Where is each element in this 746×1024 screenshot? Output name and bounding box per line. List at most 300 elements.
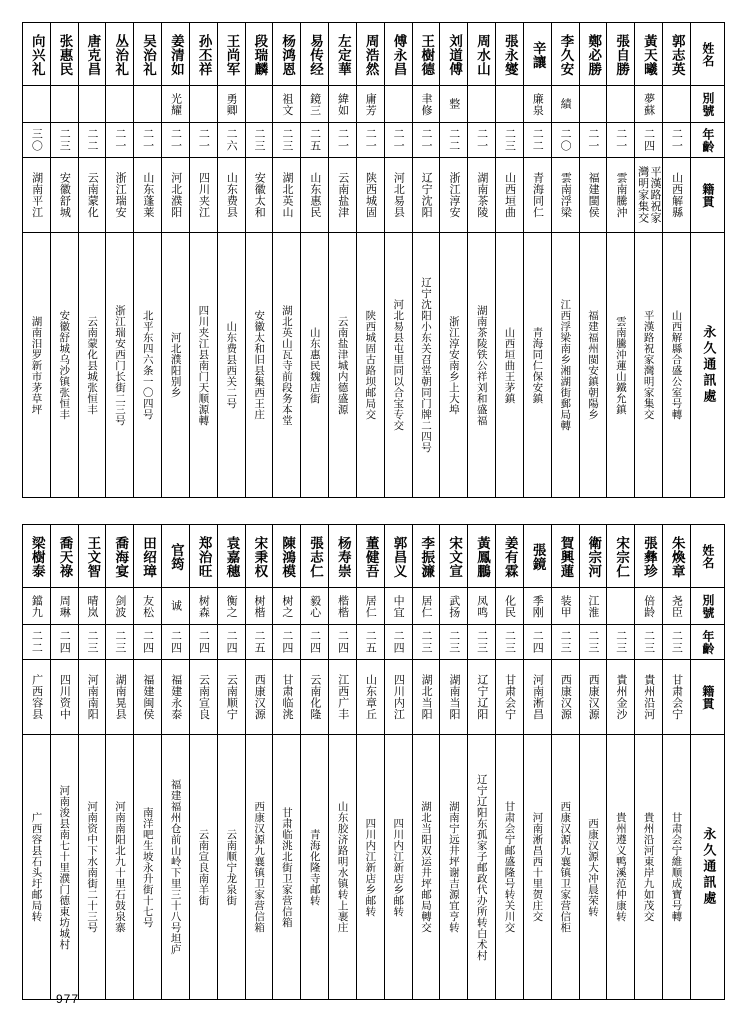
header-label-alias-text: 別號 [700,593,715,619]
header-label-name [690,525,724,588]
entry-alias [384,588,412,625]
entry-alias [273,588,301,625]
entry-name [273,23,301,86]
header-label-name-text: 姓名 [700,41,715,67]
entry-alias-text: 季刚 [531,594,545,618]
entry-address [579,233,607,498]
entry-address-text: 河北濮阳别乡 [169,332,182,398]
entry-alias-text: 聿修 [419,92,433,116]
entry-name [551,23,579,86]
entry-origin [106,660,134,735]
entry-alias-text: 勇卿 [225,92,239,116]
entry-name-text: 王尚军 [223,34,240,76]
entry-alias [50,588,78,625]
entry-age [384,123,412,158]
header-label-origin-text: 籍貫 [700,684,715,710]
entry-origin [523,158,551,233]
entry-origin [551,158,579,233]
entry-name-text: 张惠民 [56,34,73,76]
entry-address [579,735,607,1000]
row-alias [23,86,725,123]
entry-origin-text: 甘肃会宁 [503,674,517,720]
entry-address [245,233,273,498]
entry-address-text: 雲南騰沖蓮山鐵允鎮 [614,315,627,415]
header-label-origin [690,158,724,233]
entry-name-text: 宋秉权 [251,536,268,578]
entry-origin-text: 湖南当阳 [448,674,461,720]
entry-origin-text: 河南淅昌 [531,674,545,720]
entry-address-text: 云南蒙化县城张恒丰 [86,315,99,415]
entry-address-text: 辽宁辽阳东孤家子邮政代办所转白术村 [475,773,488,961]
entry-address-text: 湖南宁远井坪谢吉源宜亨转 [447,801,460,933]
entry-address-text: 湖北当阳双运井坪邮局轉交 [420,801,433,933]
entry-address-text: 平漢路祝家灣明家集交 [642,310,655,420]
entry-age-text: 二三 [614,630,628,654]
entry-age-text: 二四 [280,630,294,654]
entry-alias [496,588,524,625]
entry-age [217,625,245,660]
entry-address [162,233,190,498]
entry-address-text: 西康汉源九襄镇卫家营信箱 [253,801,266,933]
entry-alias [579,86,607,123]
entry-alias-text: 武扬 [447,594,461,618]
entry-alias [607,86,635,123]
entry-name [663,23,691,86]
entry-name-text: 向兴礼 [28,34,45,76]
header-label-name-text: 姓名 [700,543,715,569]
entry-alias-text: 凤鸣 [475,594,489,618]
entry-age [245,123,273,158]
entry-name [78,23,106,86]
entry-address-text: 青海化隆寺邮转 [308,828,321,906]
entry-age [162,625,190,660]
entry-age [412,123,440,158]
entry-origin [579,660,607,735]
entry-age-text: 二三 [419,630,433,654]
row-origin [23,660,725,735]
entry-address-text: 安徽太和旧县集西王庄 [253,310,266,420]
entry-alias [356,588,384,625]
entry-address-text: 云南宣良南羊街 [197,828,210,906]
entry-age-text: 二一 [614,128,628,152]
entry-age [356,625,384,660]
entry-address-text: 山东胶济路明水镇转上裹庄 [336,801,349,933]
entry-address [384,233,412,498]
entry-origin-text: 浙江淳安 [448,172,461,218]
entry-alias-text: 績 [559,98,573,110]
entry-alias [607,588,635,625]
entry-address [23,233,51,498]
entry-alias-text: 剑波 [113,594,127,618]
entry-origin [301,158,329,233]
entry-origin-text: 辽宁辽阳 [475,674,489,720]
entry-age [356,123,384,158]
entry-age [245,625,273,660]
entry-name [78,525,106,588]
entry-alias [412,588,440,625]
entry-name [162,23,190,86]
entry-address [663,233,691,498]
entry-age [189,625,217,660]
entry-alias [189,588,217,625]
entry-name-text: 郑治旺 [195,536,212,578]
entry-alias-text: 诚 [169,600,183,612]
entry-address-text: 甘肃临洮北街卫家营信箱 [280,806,293,928]
entry-alias [50,86,78,123]
header-label-alias-text: 別號 [700,91,715,117]
entry-alias-text: 緯如 [336,92,350,116]
entry-address [635,735,663,1000]
entry-origin [663,660,691,735]
entry-age-text: 二二 [447,128,461,152]
entry-age-text: 二四 [225,630,239,654]
entry-age-text: 二三 [252,128,266,152]
entry-age-text: 二四 [141,630,155,654]
entry-origin [329,660,357,735]
entry-name-text: 喬海宴 [112,536,129,578]
entry-origin-text: 甘肃临洮 [281,674,295,720]
entry-name [635,23,663,86]
entry-age-text: 二三 [475,630,489,654]
entry-origin-text: 湖南晃县 [114,674,128,720]
entry-origin-text: 福建閩侯 [587,172,601,218]
entry-name-text: 段瑞麟 [251,34,268,76]
header-label-alias [690,588,724,625]
entry-alias-text: 鐺九 [30,594,44,618]
header-label-address-text: 永久通訊處 [700,325,716,405]
entry-origin-text: 福建闽侯 [141,674,155,720]
entry-address [635,233,663,498]
entry-address [134,233,162,498]
entry-age [23,625,51,660]
entry-alias [468,588,496,625]
entry-origin-text: 河南南阳 [86,674,100,720]
entry-origin-text: 湖北当阳 [420,674,434,720]
entry-age-text: 二一 [141,128,155,152]
entry-origin-text: 辽宁沈阳 [420,172,434,218]
entry-age-text: 二一 [586,128,600,152]
entry-age-text: 二三 [670,630,684,654]
entry-origin [329,158,357,233]
entry-origin-text: 云南顺宁 [225,674,239,720]
entry-alias-text: 晴岚 [86,594,100,618]
entry-alias [329,86,357,123]
entry-alias [106,588,134,625]
entry-age [189,123,217,158]
entry-name [607,525,635,588]
entry-address [356,735,384,1000]
entry-address [106,233,134,498]
entry-age-text: 二五 [252,630,266,654]
entry-alias-text: 整 [447,98,461,110]
entry-origin [23,660,51,735]
entry-address-text: 河南淅昌西十里贺庄交 [531,812,544,922]
entry-name-text: 吴治礼 [140,34,157,76]
entry-age-text: 二〇 [559,128,573,152]
entry-age [134,123,162,158]
entry-age-text: 二三 [642,630,656,654]
entry-name [523,23,551,86]
entry-origin-text: 云南化隆 [308,674,322,720]
entry-address-text: 四川内江新店乡邮转 [364,817,377,917]
entry-origin-text: 貴州沿河 [642,674,656,720]
entry-name [412,525,440,588]
entry-age [523,625,551,660]
entry-origin [663,158,691,233]
entry-name-text: 王文智 [84,536,101,578]
entry-age-text: 二二 [531,128,545,152]
entry-address-text: 湖南汨罗新市茅草坪 [30,315,43,415]
entry-address [523,735,551,1000]
entry-alias-text: 尧臣 [670,594,684,618]
entry-age-text: 二四 [169,630,183,654]
entry-alias-text: 祖文 [280,92,294,116]
entry-address-text: 湖南茶陵铁公祥刘和盛福 [475,304,488,426]
entry-address-text: 西康汉源九襄镇卫家营信柜 [559,801,572,933]
entry-alias-text: 倍龄 [642,594,656,618]
entry-name-text: 郭昌义 [390,536,407,578]
entry-origin-text: 甘肃会宁 [670,674,684,720]
entry-name [496,525,524,588]
entry-alias-text: 庸芳 [364,92,378,116]
entry-age-text: 二二 [86,128,100,152]
entry-address [134,735,162,1000]
entry-alias [273,86,301,123]
entry-origin [162,158,190,233]
entry-age [523,123,551,158]
row-age [23,123,725,158]
entry-alias [356,86,384,123]
entry-origin-text: 山东费县 [225,172,239,218]
entry-name [301,23,329,86]
entry-name-text: 陳鴻模 [279,536,296,578]
entry-alias-text: 居仁 [419,594,433,618]
entry-address-text: 南洋吧生坡永升街十七号 [141,806,154,928]
entry-origin [50,660,78,735]
entry-origin [273,158,301,233]
entry-name-text: 刘道傅 [446,34,463,76]
entry-age-text: 三〇 [30,128,44,152]
entry-address-text: 山东费县西关二号 [225,321,238,409]
entry-name [106,525,134,588]
entry-age [635,123,663,158]
entry-name [356,525,384,588]
entry-name [134,525,162,588]
entry-address-text: 山东惠民魏店街 [308,326,321,404]
entry-address-text: 甘肃会宁邮盛隆号转关川交 [503,801,516,933]
entry-origin-text: 雲南浮梁 [559,172,573,218]
entry-name [189,525,217,588]
entry-name [607,23,635,86]
entry-age-text: 二二 [30,630,44,654]
entry-alias [189,86,217,123]
entry-origin [551,660,579,735]
entry-age-text: 二六 [225,128,239,152]
header-label-address-text: 永久通訊處 [700,827,716,907]
entry-alias-text: 居仁 [364,594,378,618]
entry-alias-text: 毅心 [308,594,322,618]
entry-address [356,233,384,498]
entry-age [551,123,579,158]
entry-origin [189,158,217,233]
entry-alias [217,86,245,123]
entry-age-text: 二四 [336,630,350,654]
entry-address-text: 河南南阳北九十里石鼓泉寨 [113,801,126,933]
entry-address-text: 山西解縣合盛公室号轉 [670,310,683,420]
entry-name [329,23,357,86]
entry-name [412,23,440,86]
entry-address [329,233,357,498]
entry-address [301,735,329,1000]
entry-origin [356,158,384,233]
entry-alias-text: 装甲 [559,594,573,618]
entry-address [551,233,579,498]
entry-alias [468,86,496,123]
entry-address-text: 貴州遵义鸭溪范仲康转 [614,812,627,922]
entry-age [329,625,357,660]
entry-address [496,735,524,1000]
entry-origin-text: 广西容县 [30,674,44,720]
entry-origin [301,660,329,735]
header-label-alias [690,86,724,123]
entry-origin [607,158,635,233]
entry-alias [329,588,357,625]
entry-alias [663,86,691,123]
entry-name-text: 賀興蓮 [557,536,574,578]
entry-address [607,233,635,498]
entry-alias-text: 廉泉 [531,92,545,116]
entry-name [23,525,51,588]
entry-age [579,123,607,158]
entry-address [78,233,106,498]
entry-age [496,123,524,158]
entry-age [301,625,329,660]
entry-origin-text: 西康汉源 [253,674,267,720]
entry-name-text: 鄭必勝 [585,34,602,76]
entry-origin [412,158,440,233]
entry-origin [217,158,245,233]
entry-name-text: 郭志英 [668,34,685,76]
entry-name [440,525,468,588]
entry-age-text: 二三 [447,630,461,654]
entry-address [468,735,496,1000]
entry-address [412,735,440,1000]
entry-origin-text: 西康汉源 [587,674,601,720]
entry-name-text: 周水山 [473,34,490,76]
entry-age [384,625,412,660]
entry-origin-text: 湖南茶陵 [475,172,489,218]
entry-age-text: 二三 [113,630,127,654]
entry-origin-text: 福建永泰 [169,674,183,720]
entry-origin [273,660,301,735]
entry-name-text: 姜清如 [167,34,184,76]
entry-age [607,123,635,158]
entry-name [579,525,607,588]
entry-address [329,735,357,1000]
entry-name-text: 朱煥章 [668,536,685,578]
entry-address [162,735,190,1000]
entry-alias [440,86,468,123]
entry-alias [412,86,440,123]
entry-address [50,233,78,498]
entry-age [496,625,524,660]
entry-origin-text: 河北濮阳 [169,172,183,218]
entry-alias [78,588,106,625]
entry-address-text: 青海同仁保安鎮 [531,326,544,404]
entry-alias [162,588,190,625]
entry-alias-text: 树楷 [252,594,266,618]
entry-age [301,123,329,158]
row-address [23,233,725,498]
entry-origin [468,158,496,233]
entry-alias-text: 鏡三 [308,92,322,116]
entry-name [329,525,357,588]
entry-address [412,233,440,498]
entry-address [50,735,78,1000]
entry-address-text: 云南顺宁龙泉街 [225,828,238,906]
entry-age [468,625,496,660]
entry-age [50,625,78,660]
entry-address-text: 四川内江新店乡邮转 [392,817,405,917]
entry-age [217,123,245,158]
entry-alias [384,86,412,123]
row-address [23,735,725,1000]
entry-alias [579,588,607,625]
entry-age [663,625,691,660]
entry-alias-text: 友松 [141,594,155,618]
entry-name-text: 張鏡 [529,543,546,571]
entry-name-text: 衛宗河 [585,536,602,578]
entry-alias-text: 夢蘇 [642,92,656,116]
entry-alias-text: 树森 [197,594,211,618]
entry-name-text: 丛治礼 [112,34,129,76]
entry-origin [106,158,134,233]
header-label-origin [690,660,724,735]
entry-address [496,233,524,498]
entry-origin [245,660,273,735]
entry-name-text: 杨鸿恩 [279,34,296,76]
header-label-origin-text: 籍貫 [700,182,715,208]
entry-alias [245,86,273,123]
entry-address-text: 湖北英山瓦寺前段务本堂 [280,304,293,426]
entry-origin [384,660,412,735]
entry-name [301,525,329,588]
entry-origin [134,158,162,233]
entry-origin-text: 山东蓬莱 [141,172,155,218]
entry-name-text: 李振濂 [418,536,435,578]
roster-table-bottom [22,524,725,1000]
entry-origin [23,158,51,233]
entry-name [384,23,412,86]
entry-origin-text: 山东惠民 [308,172,322,218]
entry-alias [301,86,329,123]
entry-age [162,123,190,158]
entry-alias [23,86,51,123]
entry-origin [496,660,524,735]
entry-age-text: 二一 [475,128,489,152]
entry-origin [189,660,217,735]
entry-age [273,123,301,158]
entry-alias-text: 中宜 [392,594,406,618]
entry-origin-text: 山西垣曲 [503,172,517,218]
entry-address-text: 貴州沿河東岸九如茂交 [642,812,655,922]
entry-origin-text: 雲南騰沖 [614,172,628,218]
entry-origin [134,660,162,735]
entry-origin-text: 四川夹江 [197,172,211,218]
entry-address-text: 甘肃会宁維顺成寶号轉 [670,812,683,922]
header-label-age [690,123,724,158]
entry-origin-text: 山东章丘 [364,674,378,720]
